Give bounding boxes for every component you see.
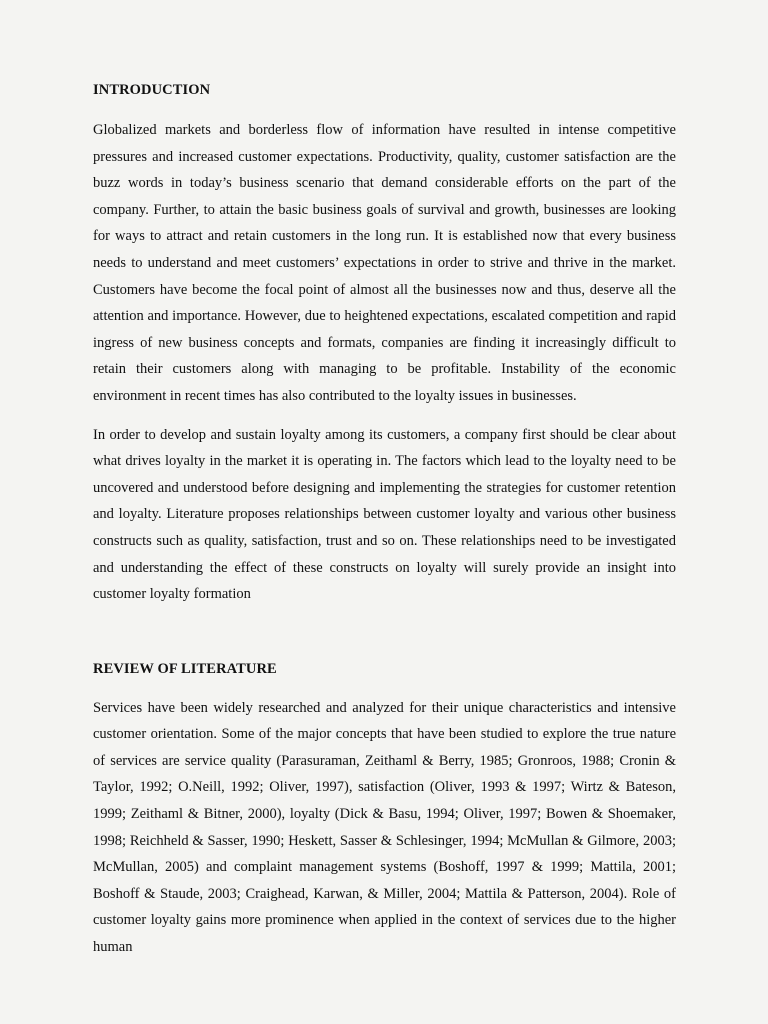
- section-heading-review-of-literature: REVIEW OF LITERATURE: [93, 660, 277, 677]
- introduction-paragraph-2: In order to develop and sustain loyalty among its customers, a company first should be clear about what drives loyalty in the market it is operating in. The factors which lead to the loyalty need to be uncovered and understood before designing and implementing the strategies for customer retention and loyalty. Literature proposes relationships between customer loyalty and various other business constructs such as quality, satisfaction, trust and so on. These relationships need to be investigated and understanding the effect of these constructs on loyalty will surely provide an insight into customer loyalty formation: [93, 426, 676, 603]
- introduction-paragraph-1: Globalized markets and borderless flow of information have resulted in intense competitive pressures and increased customer expectations. Productivity, quality, customer satisfaction are the buzz words in today’s business scenario that demand considerable efforts on the part of the company. Further, to attain the basic business goals of survival and growth, businesses are looking for ways to attract and retain customers in the long run. It is established now that every business needs to understand and meet customers’ expectations in order to strive and thrive in the market. Customers have become the focal point of almost all the businesses now and thus, deserve all the attention and importance. However, due to heightened expectations, escalated competition and rapid ingress of new business concepts and formats, companies are finding it increasingly difficult to retain their customers along with managing to be profitable. Instability of the economic environment in recent times has also contributed to the loyalty issues in businesses.: [93, 122, 676, 404]
- section-heading-introduction: INTRODUCTION: [93, 82, 211, 98]
- review-paragraph-1: Services have been widely researched and analyzed for their unique characteristics and intensive customer orientation. Some of the major concepts that have been studied to explore the true nature of services are service quality (Parasuraman, Zeithaml & Berry, 1985; Gronroos, 1988; Cronin & Taylor, 1992; O.Neill, 1992; Oliver, 1997), satisfaction (Oliver, 1993 & 1997; Wirtz & Bateson, 1999; Zeithaml & Bitner, 2000), loyalty (Dick & Basu, 1994; Oliver, 1997; Bowen & Shoemaker, 1998; Reichheld & Sasser, 1990; Heskett, Sasser & Schlesinger, 1994; McMullan & Gilmore, 2003; McMullan, 2005) and complaint management systems (Boshoff, 1997 & 1999; Mattila, 2001; Boshoff & Staude, 2003; Craighead, Karwan, & Miller, 2004; Mattila & Patterson, 2004). Role of customer loyalty gains more prominence when applied in the context of services due to the higher human: [93, 699, 676, 956]
